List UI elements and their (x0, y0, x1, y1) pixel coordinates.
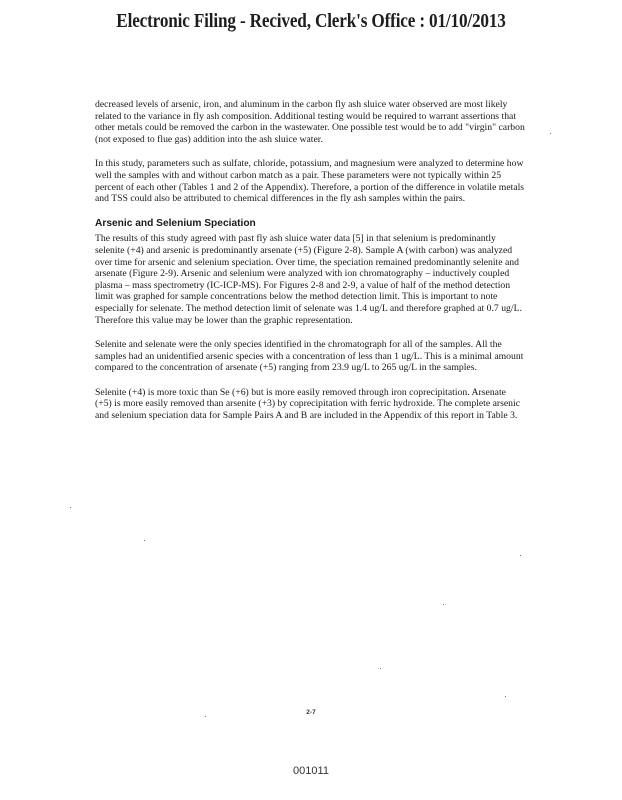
page-number: 2-7 (306, 709, 316, 716)
scan-speck (505, 696, 506, 697)
scan-speck (550, 133, 551, 134)
scan-speck (520, 555, 521, 556)
paragraph-parameters-study: In this study, parameters such as sulfate, chloride, potassium, and magnesium were analyzed to determine how well the samples with and without carbon match as a pair. These parameters were not typically within 25 percent of each other (Tables 1 and 2 of the Appendix). Therefore, a portion of the difference in volatile metals and TSS could also be attributed to chemical differences in the fly ash samples within the pairs. (95, 158, 525, 205)
paragraph-selenite-selenate: Selenite and selenate were the only species identified in the chromatograph for all of the samples. All the samples had an unidentified arsenic species with a concentration of less than 1 ug/L. This is a minimal amount compared to the concentration of arsenate (+5) ranging from 23.9 ug/L to 265 ug/L in the samples. (95, 339, 524, 374)
paragraph-toxicity: Selenite (+4) is more toxic than Se (+6) but is more easily removed through iron coprecipitation. Arsenate (+5) is more easily removed than arsenite (+3) by coprecipitation with ferric hydroxide. The complete arsenic and selenium speciation data for Sample Pairs A and B are included in the Appendix of this report in Table 3. (95, 386, 521, 422)
bates-number: 001011 (293, 765, 329, 777)
section-heading: Arsenic and Selenium Speciation (95, 217, 256, 229)
scan-speck (380, 668, 381, 669)
scan-speck (70, 507, 71, 508)
scan-speck (205, 716, 206, 717)
scan-speck (443, 604, 444, 605)
document-body (95, 99, 525, 435)
paragraph-fly-ash-composition: decreased levels of arsenic, iron, and aluminum in the carbon fly ash sluice water observed are most likely related to the variance in fly ash composition. Additional testing would be required to warrant assertions that other metals could be removed the carbon in the wastewater. One possible test would be to add "virgin" carbon (not exposed to flue gas) addition into the ash sluice water. (95, 99, 525, 145)
scan-speck (144, 540, 145, 541)
paragraph-speciation-results: The results of this study agreed with past fly ash sluice water data [5] in that selenium is predominantly selenite (+4) and arsenic is predominantly arsenate (+5) (Figure 2-8). Sample A (with carbon) was analyzed over time for arsenic and selenium speciation. Over time, the speciation remained predominantly selenite and arsenate (Figure 2-9). Arsenic and selenium were analyzed with ion chromatography – inductively coupled plasma – mass spectrometry (IC-ICP-MS). For Figures 2-8 and 2-9, a value of half of the method detection limit was graphed for sample concentrations below the method detection limit. This is important to note especially for selenate. The method detection limit of selenate was 1.4 ug/L and therefore graphed at 0.7 ug/L. Therefore this value may be lower than the graphic representation. (95, 233, 522, 326)
filing-header: Electronic Filing - Recived, Clerk's Office : 01/10/2013 (116, 10, 506, 32)
